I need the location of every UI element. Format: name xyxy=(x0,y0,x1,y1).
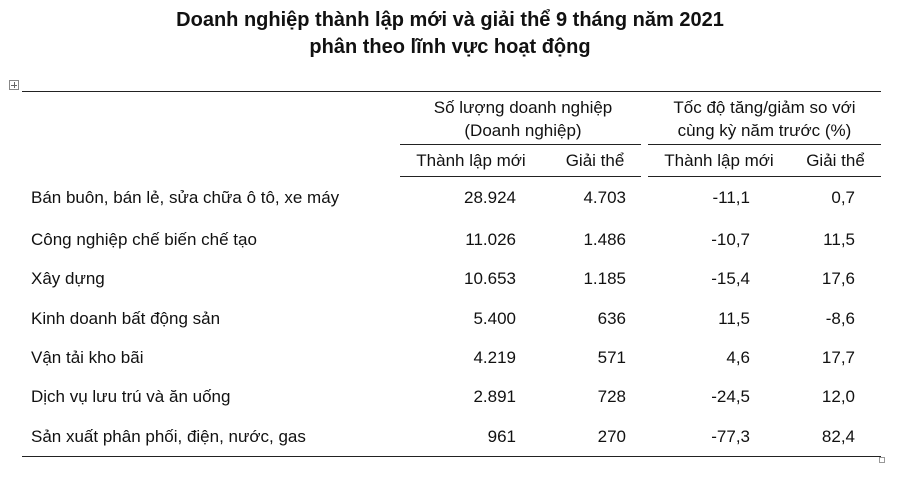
group-header-growth-rule xyxy=(648,144,881,145)
cell-new-count: 2.891 xyxy=(473,387,516,406)
row-label: Xây dựng xyxy=(31,269,105,288)
cell-dissolved-count: 4.703 xyxy=(583,188,626,207)
cell-dissolved-growth: 11,5 xyxy=(823,230,855,249)
row-label: Kinh doanh bất động sản xyxy=(31,309,221,328)
cell-new-count: 961 xyxy=(487,427,516,446)
group-header-growth xyxy=(648,96,881,142)
row-label: Sản xuất phân phối, điện, nước, gas xyxy=(31,427,306,446)
group-header-growth-line-1: Tốc độ tăng/giảm so với xyxy=(673,98,856,117)
sub-header-count-rule xyxy=(400,176,641,177)
table-top-rule xyxy=(22,91,881,92)
column-header-new-growth: Thành lập mới xyxy=(664,151,774,170)
group-header-count-line-1: Số lượng doanh nghiệp xyxy=(433,98,613,117)
group-header-count-line-2: (Doanh nghiệp) xyxy=(464,121,582,140)
cell-dissolved-growth: 17,6 xyxy=(821,269,855,288)
group-header-count xyxy=(405,96,641,142)
title-line-2: phân theo lĩnh vực hoạt động xyxy=(309,36,591,58)
row-label: Bán buôn, bán lẻ, sửa chữa ô tô, xe máy xyxy=(31,188,340,207)
column-header-dissolved-growth: Giải thể xyxy=(806,151,865,170)
cell-dissolved-count: 636 xyxy=(597,309,626,328)
cell-new-growth: -10,7 xyxy=(711,230,750,249)
cell-dissolved-growth: 0,7 xyxy=(831,188,855,207)
table-resize-handle-icon[interactable] xyxy=(879,457,885,463)
row-label: Dịch vụ lưu trú và ăn uống xyxy=(31,387,231,406)
cell-new-count: 4.219 xyxy=(473,348,516,367)
group-header-growth-line-2: cùng kỳ năm trước (%) xyxy=(677,121,852,140)
cell-new-count: 10.653 xyxy=(464,269,516,288)
title-line-1: Doanh nghiệp thành lập mới và giải thể 9 tháng năm 2021 xyxy=(176,9,724,31)
cell-dissolved-growth: 82,4 xyxy=(821,427,855,446)
cell-dissolved-growth: 12,0 xyxy=(821,387,855,406)
cell-new-count: 5.400 xyxy=(473,309,516,328)
cell-dissolved-growth: -8,6 xyxy=(825,309,855,328)
row-label: Vận tải kho bãi xyxy=(31,348,144,367)
row-label: Công nghiệp chế biến chế tạo xyxy=(31,230,257,249)
group-header-count-rule xyxy=(400,144,641,145)
cell-new-growth: 4,6 xyxy=(726,348,750,367)
cell-dissolved-growth: 17,7 xyxy=(821,348,855,367)
cell-new-growth: -24,5 xyxy=(711,387,750,406)
cell-new-count: 28.924 xyxy=(464,188,516,207)
cell-dissolved-count: 571 xyxy=(597,348,626,367)
cell-new-growth: -77,3 xyxy=(711,427,750,446)
column-header-dissolved-count: Giải thể xyxy=(565,151,625,170)
cell-new-growth: -11,1 xyxy=(712,188,750,207)
cell-dissolved-count: 1.486 xyxy=(583,230,626,249)
cell-new-growth: 11,5 xyxy=(718,309,750,328)
cell-dissolved-count: 728 xyxy=(597,387,626,406)
cell-new-growth: -15,4 xyxy=(711,269,750,288)
table-bottom-rule xyxy=(22,456,881,457)
sub-header-growth-rule xyxy=(648,176,881,177)
cell-new-count: 11.026 xyxy=(465,230,516,249)
table-move-handle-icon[interactable] xyxy=(9,80,19,90)
cell-dissolved-count: 270 xyxy=(597,427,626,446)
column-header-new-count: Thành lập mới xyxy=(416,151,526,170)
cell-dissolved-count: 1.185 xyxy=(583,269,626,288)
